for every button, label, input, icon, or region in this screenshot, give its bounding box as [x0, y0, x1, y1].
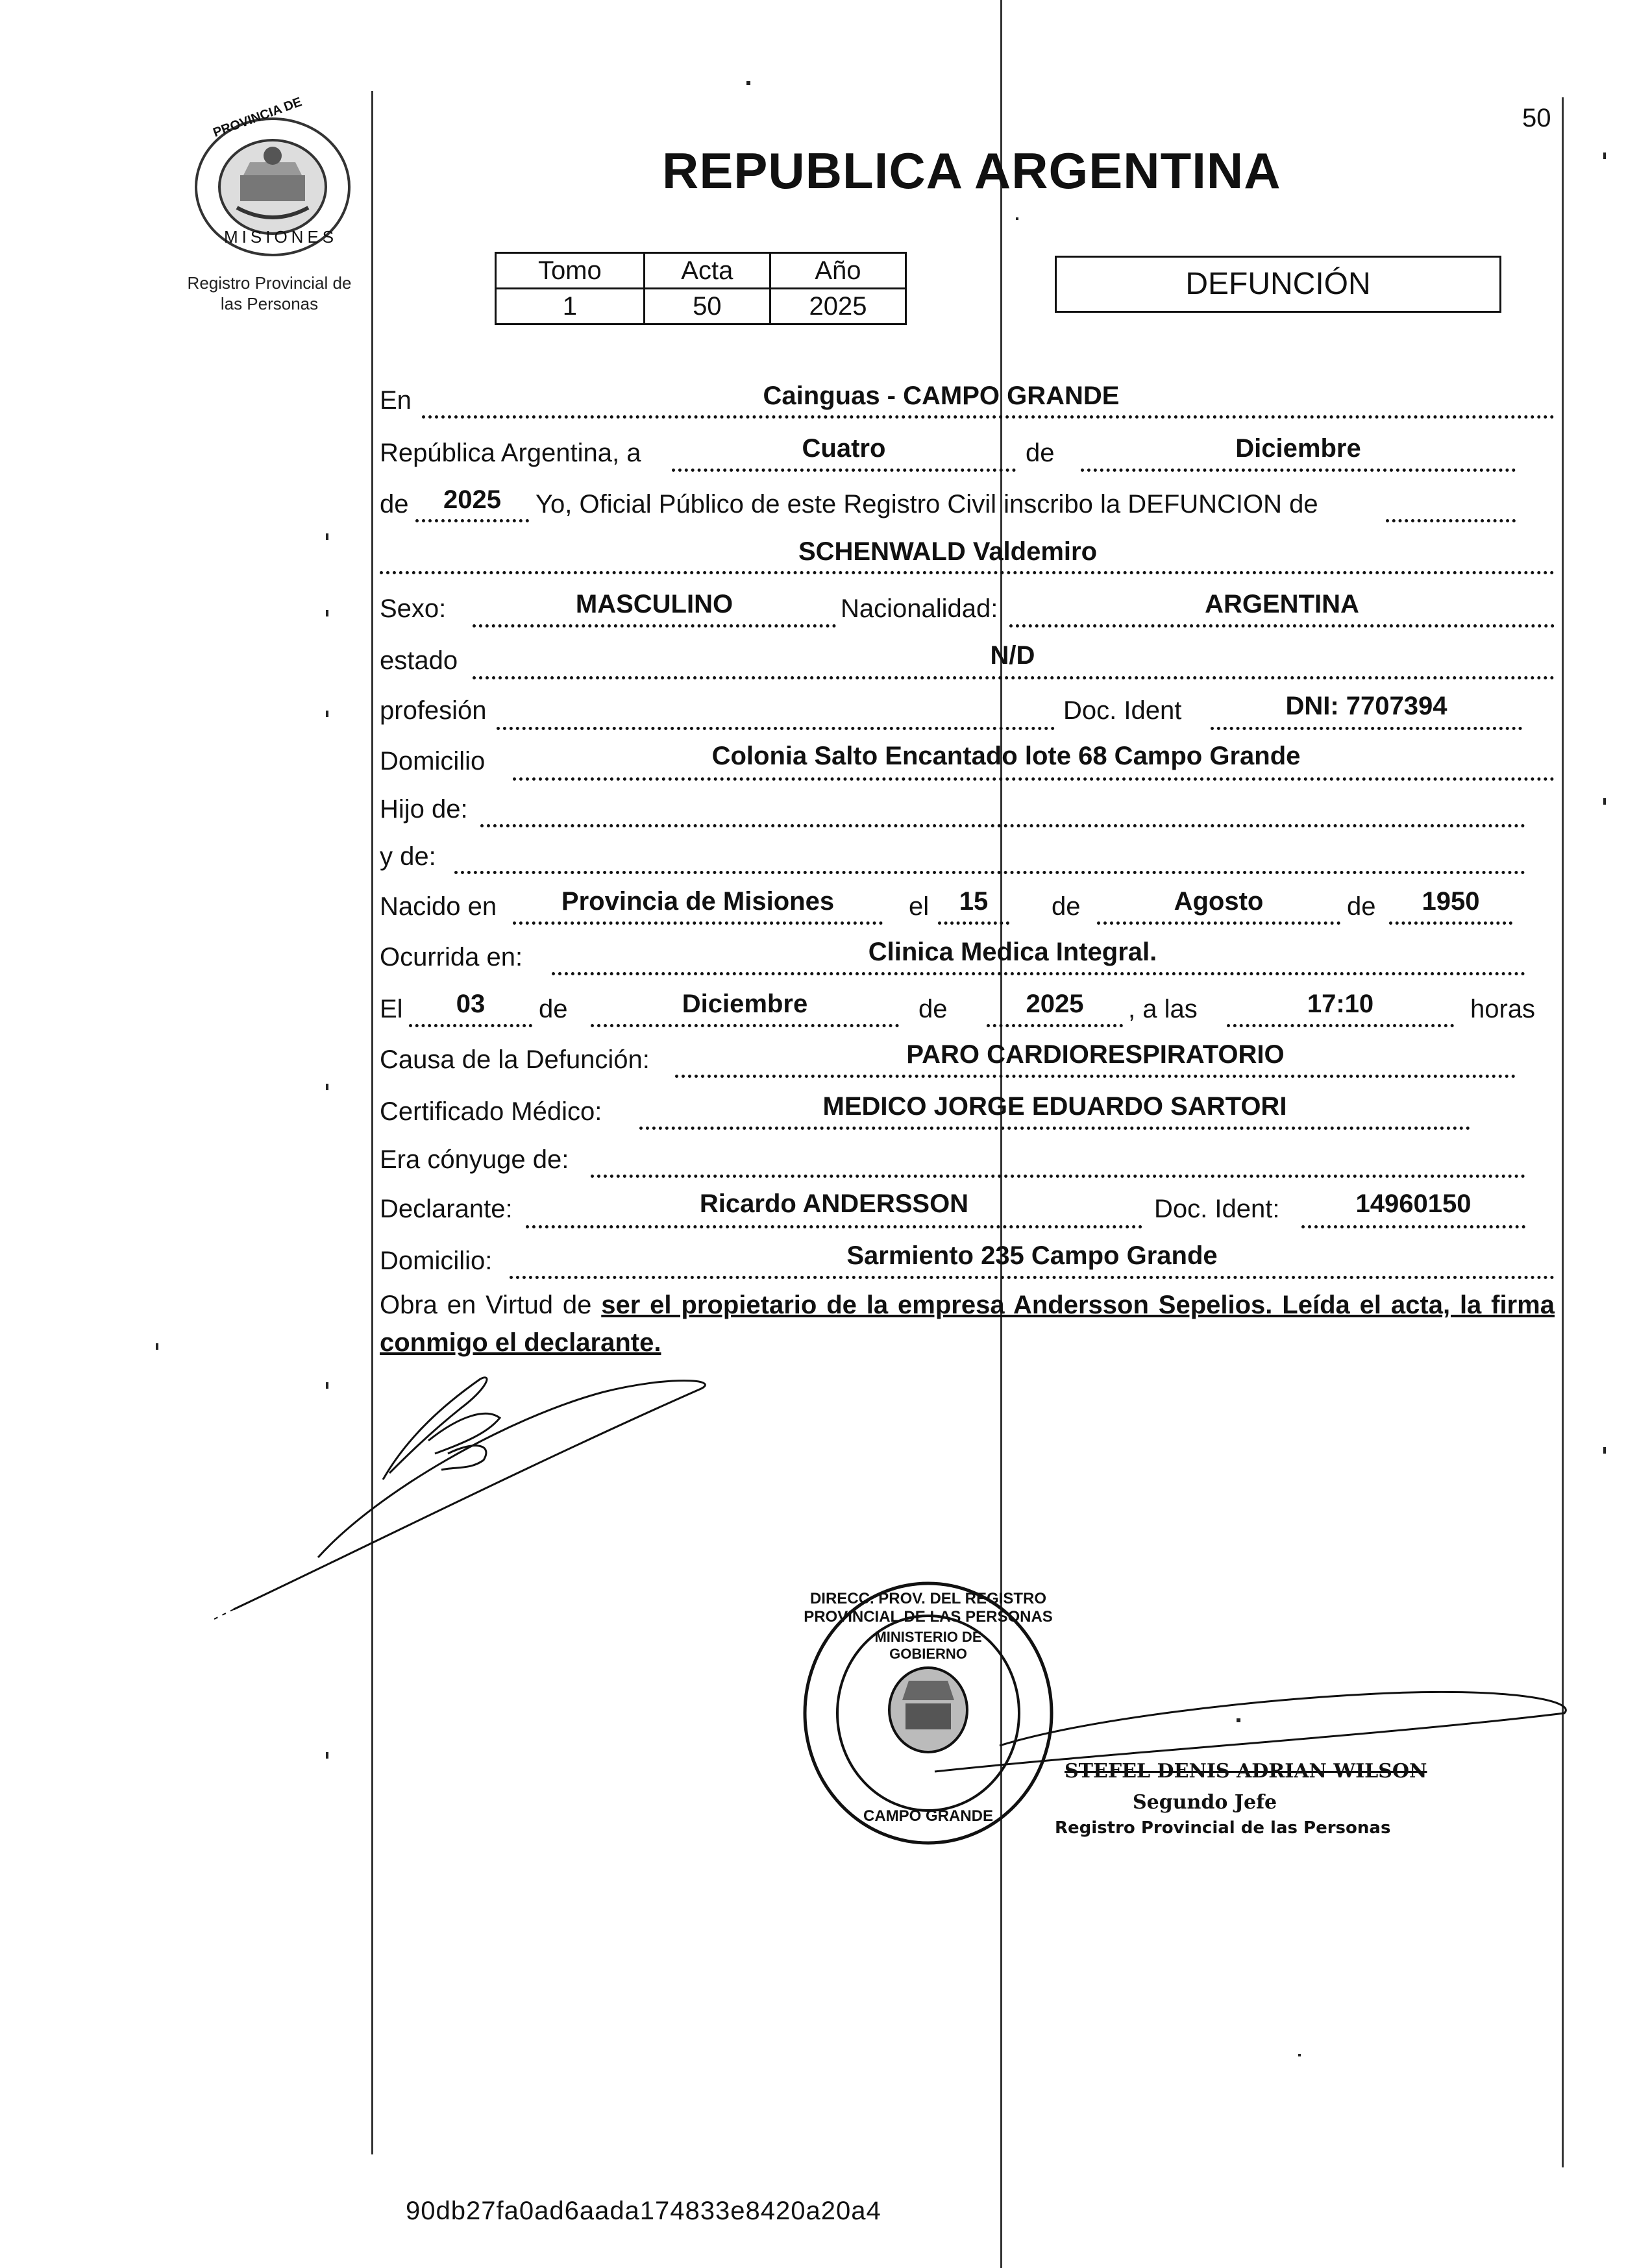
- crest-ring-text-top: PROVINCIA DE: [211, 95, 304, 140]
- El-label: El: [380, 995, 403, 1023]
- en-value: Cainguas - CAMPO GRANDE: [763, 382, 1120, 410]
- fleck: [1603, 798, 1606, 805]
- anio-header: Año: [770, 253, 905, 289]
- doc-value: DNI: 7707394: [1285, 692, 1447, 720]
- causa-label: Causa de la Defunción:: [380, 1045, 650, 1074]
- fleck: [326, 1752, 328, 1759]
- death-year: 2025: [1026, 990, 1084, 1018]
- sexo-label: Sexo:: [380, 594, 447, 623]
- doc-label: Doc. Ident: [1063, 696, 1182, 725]
- crest-caption: [162, 273, 376, 314]
- month-dots: [1081, 469, 1516, 472]
- birth-month-dots: [1097, 921, 1340, 925]
- crest-caption-line1: Registro Provincial de: [187, 273, 352, 293]
- en-label: En: [380, 386, 412, 415]
- acta-header: Acta: [644, 253, 770, 289]
- decl-doc-dots: [1301, 1225, 1525, 1228]
- official-role: Segundo Jefe: [1133, 1791, 1277, 1814]
- death-day-dots: [409, 1024, 532, 1027]
- death-day: 03: [456, 990, 486, 1018]
- yde-dots: [454, 871, 1525, 874]
- official-registry: Registro Provincial de las Personas: [1055, 1818, 1391, 1838]
- sexo-value: MASCULINO: [575, 590, 733, 618]
- fleck: [1603, 1447, 1606, 1454]
- cert-value: MEDICO JORGE EDUARDO SARTORI: [822, 1092, 1287, 1121]
- conyuge-label: Era cónyuge de:: [380, 1145, 569, 1174]
- cert-dots: [639, 1127, 1470, 1130]
- decl-dom-dots: [510, 1276, 1555, 1279]
- fleck: [326, 711, 328, 717]
- crest-caption-line2: las Personas: [220, 294, 319, 313]
- cert-label: Certificado Médico:: [380, 1097, 602, 1126]
- profesion-label: profesión: [380, 696, 487, 725]
- birth-month: Agosto: [1174, 887, 1264, 916]
- declarante-value: Ricardo ANDERSSON: [699, 1189, 969, 1218]
- death-time-dots: [1227, 1024, 1454, 1027]
- de-label-5: de: [539, 995, 568, 1023]
- causa-value: PARO CARDIORESPIRATORIO: [906, 1040, 1285, 1069]
- year-value: 2025: [443, 485, 501, 514]
- de-label-3: de: [1052, 892, 1081, 921]
- sexo-dots: [473, 624, 836, 628]
- birth-day-dots: [938, 921, 1009, 925]
- fleck: [1603, 152, 1606, 159]
- nacido-label: Nacido en: [380, 892, 497, 921]
- death-month-dots: [591, 1024, 899, 1027]
- obra-label: Obra en Virtud de: [380, 1291, 592, 1319]
- estado-dots: [473, 676, 1555, 679]
- fleck: [156, 1343, 158, 1350]
- fleck: [1016, 217, 1018, 220]
- death-year-dots: [987, 1024, 1123, 1027]
- anio-value: 2025: [770, 289, 905, 324]
- seal-inner-text: MINISTERIO DE GOBIERNO: [874, 1629, 982, 1662]
- yo-dots: [1386, 519, 1516, 522]
- de-label-2: de: [380, 490, 409, 518]
- seal-ring-text: DIRECC. PROV. DEL REGISTRO PROVINCIAL DE LAS PERSONAS: [804, 1590, 1053, 1626]
- yo-text: Yo, Oficial Público de este Registro Civil inscribo la DEFUNCION de: [536, 490, 1318, 518]
- document-hash: 90db27fa0ad6aada174833e8420a20a4: [406, 2197, 881, 2225]
- declarante-label: Declarante:: [380, 1195, 513, 1223]
- hijo-dots: [480, 824, 1525, 827]
- ocurrida-value: Clinica Medica Integral.: [868, 938, 1157, 966]
- doc-type-box: DEFUNCIÓN: [1055, 256, 1501, 313]
- declarant-signature: [214, 1363, 721, 1622]
- birth-year-dots: [1389, 921, 1512, 925]
- death-month: Diciembre: [682, 990, 808, 1018]
- nacionalidad-label: Nacionalidad:: [841, 594, 998, 623]
- el-label: el: [909, 892, 930, 921]
- center-fold-line: [1000, 0, 1002, 2268]
- birth-day: 15: [959, 887, 989, 916]
- alas-label: , a las: [1128, 995, 1198, 1023]
- yde-label: y de:: [380, 842, 436, 871]
- conyuge-dots: [591, 1175, 1525, 1178]
- obra-paragraph: [380, 1286, 1555, 1361]
- year-dots: [415, 519, 529, 522]
- decl-dom-label: Domicilio:: [380, 1247, 493, 1275]
- domicilio-value: Colonia Salto Encantado lote 68 Campo Grande: [711, 742, 1301, 770]
- nacido-value: Provincia de Misiones: [561, 887, 835, 916]
- day-value: Cuatro: [802, 434, 886, 463]
- fleck: [326, 610, 328, 616]
- decl-doc-value: 14960150: [1355, 1189, 1472, 1218]
- ocurrida-label: Ocurrida en:: [380, 943, 523, 971]
- domicilio-label: Domicilio: [380, 747, 486, 775]
- nacionalidad-dots: [1009, 624, 1555, 628]
- tomo-header: Tomo: [496, 253, 645, 289]
- causa-dots: [675, 1075, 1516, 1078]
- day-dots: [672, 469, 1016, 472]
- tomo-value: 1: [496, 289, 645, 324]
- profesion-dots: [497, 727, 1055, 730]
- document-title: REPUBLICA ARGENTINA: [662, 142, 1281, 199]
- death-time: 17:10: [1307, 990, 1374, 1018]
- nacido-dots: [513, 921, 883, 925]
- ocurrida-dots: [552, 972, 1525, 975]
- page-number: 50: [1522, 104, 1551, 132]
- obra-value: ser el propietario de la empresa Andersson Sepelios. Leída el acta, la firma conmigo el declarante.: [380, 1291, 1555, 1357]
- right-margin-line: [1562, 97, 1564, 2167]
- de-label-4: de: [1347, 892, 1376, 921]
- en-dots: [422, 415, 1555, 419]
- decl-doc-label: Doc. Ident:: [1154, 1195, 1280, 1223]
- seal-location: CAMPO GRANDE: [863, 1807, 993, 1825]
- estado-value: N/D: [990, 641, 1035, 670]
- tomo-acta-table: [495, 252, 907, 325]
- de-label-1: de: [1026, 439, 1055, 467]
- decl-dom-value: Sarmiento 235 Campo Grande: [846, 1241, 1218, 1270]
- domicilio-dots: [513, 777, 1555, 781]
- crest-ring-text-bottom: MISIONES: [224, 227, 338, 247]
- republica-label: República Argentina, a: [380, 439, 641, 467]
- left-margin-line: [371, 91, 373, 2154]
- horas-label: horas: [1470, 995, 1536, 1023]
- official-name: STEFEL DENIS ADRIAN WILSON: [1065, 1760, 1427, 1783]
- hijo-label: Hijo de:: [380, 795, 468, 823]
- fleck: [1298, 2054, 1301, 2056]
- declarante-dots: [526, 1225, 1142, 1228]
- fleck: [326, 533, 328, 540]
- month-value: Diciembre: [1235, 434, 1361, 463]
- name-dots: [380, 571, 1555, 574]
- acta-value: 50: [644, 289, 770, 324]
- fleck: [746, 81, 750, 85]
- birth-year: 1950: [1422, 887, 1480, 916]
- fleck: [326, 1084, 328, 1090]
- fleck: [1237, 1718, 1240, 1722]
- name-value: SCHENWALD Valdemiro: [798, 537, 1098, 566]
- doc-dots: [1211, 727, 1522, 730]
- fleck: [326, 1382, 328, 1389]
- nacionalidad-value: ARGENTINA: [1205, 590, 1359, 618]
- estado-label: estado: [380, 646, 458, 675]
- de-label-6: de: [918, 995, 948, 1023]
